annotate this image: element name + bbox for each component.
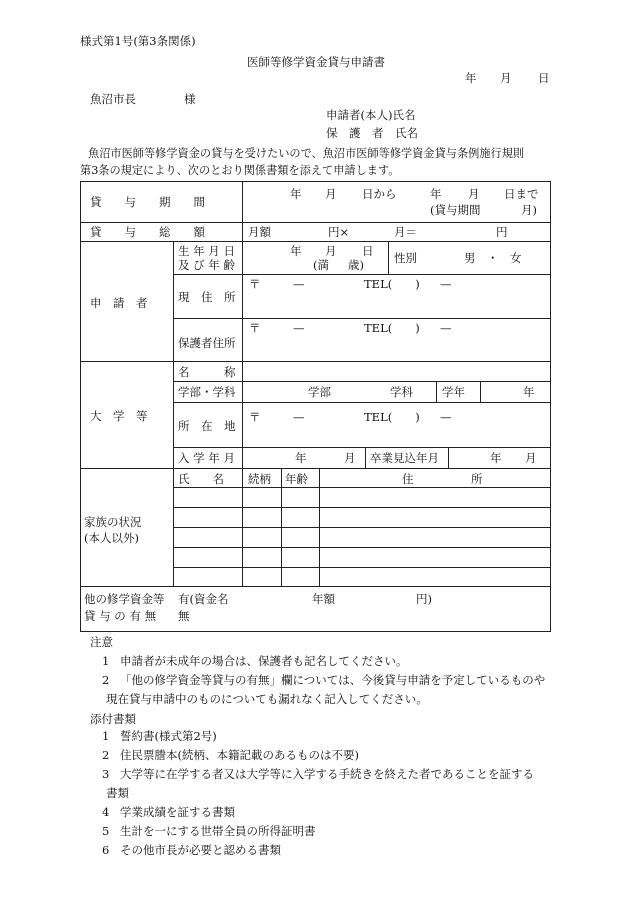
- family-col-relation: 続柄: [248, 472, 271, 486]
- attachment-1-text: 誓約書(様式第2号): [120, 729, 217, 743]
- entry-date-label: 入 学 年 月: [178, 451, 235, 465]
- page-title: 医師等修学資金貸与申請書: [247, 55, 385, 69]
- current-address-label: 現 住 所: [178, 290, 236, 304]
- birth-year[interactable]: 年: [290, 244, 302, 258]
- form-number: 様式第1号(第3条関係): [80, 34, 196, 48]
- gender-label: 性別: [394, 251, 417, 265]
- attachment-4-text: 学業成績を証する書類: [120, 805, 235, 819]
- school-year-unit[interactable]: 年: [523, 385, 535, 399]
- university-location-label: 所 在 地: [178, 419, 236, 433]
- date-month-label: 月: [500, 71, 512, 85]
- other-loans-label-1: 他の修学資金等: [84, 592, 165, 606]
- other-loans-yen[interactable]: 円): [416, 592, 432, 606]
- note-2-number: 2: [102, 673, 110, 687]
- guardian-address-tel-dash[interactable]: —: [440, 321, 452, 335]
- age-open: (満: [313, 258, 329, 272]
- age-close[interactable]: 歳): [348, 258, 364, 272]
- loan-total-yen[interactable]: 円: [496, 225, 508, 239]
- note-1-text: 申請者が未成年の場合は、保護者も記名してください。: [120, 654, 408, 668]
- note-1-number: 1: [102, 654, 110, 668]
- other-loans-label-2: 貸 与 の 有 無: [84, 609, 157, 623]
- intro-line-1: 魚沼市医師等修学資金の貸与を受けたいので、魚沼市医師等修学資金貸与条例施行規則: [88, 147, 525, 160]
- loan-period-to-year[interactable]: 年: [430, 187, 442, 201]
- attachments-heading: 添付書類: [90, 712, 136, 726]
- university-tel-dash[interactable]: —: [440, 410, 452, 424]
- guardian-address-postal-icon: 〒: [249, 321, 261, 335]
- attachment-5-text: 生計を一にする世帯全員の所得証明書: [120, 824, 316, 838]
- addressee-honorific: 様: [184, 92, 196, 106]
- loan-period-from-year[interactable]: 年: [290, 187, 302, 201]
- family-section-label-1: 家族の状況: [84, 515, 142, 529]
- other-loans-annual[interactable]: 年額: [312, 592, 335, 606]
- attachment-6-text: その他市長が必要と認める書類: [120, 843, 281, 857]
- university-tel[interactable]: TEL( ): [364, 410, 420, 424]
- guardian-address-postal-dash[interactable]: —: [293, 321, 305, 335]
- family-col-name: 氏 名: [178, 472, 224, 486]
- applicant-section-label: 申 請 者: [90, 296, 148, 310]
- university-section-label: 大 学 等: [90, 409, 148, 423]
- department-unit[interactable]: 学科: [390, 385, 413, 399]
- attachment-3-continuation: 書類: [106, 786, 129, 800]
- attachment-2-text: 住民票謄本(続柄、本籍記載のあるものは不要): [120, 748, 359, 762]
- date-day-label: 日: [538, 71, 550, 85]
- intro-line-2: 第3条の規定により、次のとおり関係書類を添えて申請します。: [80, 164, 400, 177]
- entry-year[interactable]: 年: [295, 451, 307, 465]
- attachment-5-number: 5: [102, 824, 110, 838]
- birth-month[interactable]: 月: [325, 244, 337, 258]
- current-address-postal-dash[interactable]: —: [293, 277, 305, 291]
- birth-date-label-2: 及 び 年 齢: [178, 258, 235, 272]
- graduation-year[interactable]: 年: [490, 451, 502, 465]
- loan-total-yen-times[interactable]: 円×: [328, 225, 350, 239]
- notes-heading: 注意: [90, 635, 113, 649]
- loan-period-from-day[interactable]: 日から: [362, 187, 397, 201]
- attachment-3-number: 3: [102, 767, 110, 781]
- note-2-text: 「他の修学資金等貸与の有無」欄については、今後貸与申請を予定しているものや: [120, 673, 546, 687]
- loan-period-to-month[interactable]: 月: [468, 187, 480, 201]
- attachment-1-number: 1: [102, 729, 110, 743]
- graduation-month[interactable]: 月: [525, 451, 537, 465]
- loan-period-from-month[interactable]: 月: [325, 187, 337, 201]
- note-2-continuation: 現在貸与申請中のものについても漏れなく記入してください。: [106, 692, 428, 706]
- attachment-4-number: 4: [102, 805, 110, 819]
- family-col-address: 住 所: [402, 472, 483, 486]
- date-year-label: 年: [465, 71, 477, 85]
- addressee-city: 魚沼市長: [90, 92, 136, 106]
- faculty-label: 学部・学科: [178, 385, 236, 399]
- family-section-label-2: (本人以外): [84, 531, 139, 545]
- university-postal-icon: 〒: [249, 410, 261, 424]
- loan-period-label: 貸 与 期 間: [90, 195, 205, 209]
- birth-date-label-1: 生 年 月 日: [178, 244, 235, 258]
- guardian-address-tel[interactable]: TEL( ): [364, 321, 420, 335]
- university-name-label: 名 称: [178, 365, 236, 379]
- other-loans-yes[interactable]: 有(資金名: [178, 592, 229, 606]
- applicant-name-label: 申請者(本人)氏名: [326, 108, 416, 122]
- guardian-address-label: 保護者住所: [178, 336, 236, 350]
- loan-period-to-day[interactable]: 日まで: [504, 187, 539, 201]
- attachment-6-number: 6: [102, 843, 110, 857]
- current-address-postal-icon: 〒: [249, 277, 261, 291]
- graduation-date-label: 卒業見込年月: [370, 451, 439, 465]
- loan-period-duration-suffix[interactable]: 月): [521, 203, 537, 217]
- loan-period-duration-prefix: (貸与期間: [430, 203, 481, 217]
- application-form-table: [80, 181, 551, 632]
- loan-total-monthly-label: 月額: [248, 225, 271, 239]
- attachment-3-text: 大学等に在学する者又は大学等に入学する手続きを終えた者であることを証する: [120, 767, 534, 781]
- gender-options[interactable]: 男 ・ 女: [464, 251, 522, 265]
- loan-total-label: 貸 与 総 額: [90, 225, 205, 239]
- current-address-tel[interactable]: TEL( ): [364, 277, 420, 291]
- loan-total-months-equals[interactable]: 月＝: [394, 225, 417, 239]
- university-postal-dash[interactable]: —: [293, 410, 305, 424]
- faculty-unit[interactable]: 学部: [308, 385, 331, 399]
- current-address-tel-dash[interactable]: —: [440, 277, 452, 291]
- guardian-name-label: 保 護 者 氏名: [326, 126, 418, 140]
- school-year-label: 学年: [442, 385, 465, 399]
- other-loans-no[interactable]: 無: [178, 609, 190, 623]
- birth-day[interactable]: 日: [362, 244, 374, 258]
- entry-month[interactable]: 月: [344, 451, 356, 465]
- attachment-2-number: 2: [102, 748, 110, 762]
- family-col-age: 年齢: [285, 472, 308, 486]
